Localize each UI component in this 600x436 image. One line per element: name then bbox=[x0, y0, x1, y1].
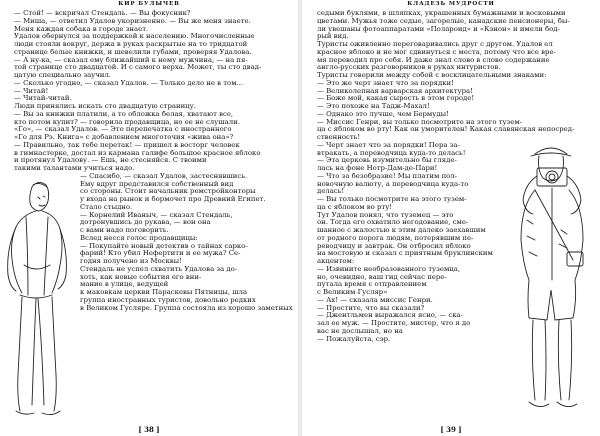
right-text-line: путала время с отправлением bbox=[317, 281, 427, 289]
right-page bbox=[302, 0, 600, 436]
left-text-line: — Миша, — ответил Удалов укоризненно. — Вы же меня знаете. bbox=[14, 17, 251, 25]
left-text-line: Люди принялись искать сто двадцатую страницу. bbox=[14, 103, 196, 110]
left-text-line: с вами надо поговорить. bbox=[80, 227, 169, 234]
left-text-line: — Читай! bbox=[14, 87, 49, 95]
left-text-line: фарий! Кто убил Нефертити и ее мужа? Се- bbox=[80, 250, 241, 258]
right-text-line: — Это похоже на Тадж-Махал! bbox=[317, 103, 430, 110]
right-text-line: втракать, а переводчица куда-то делась! bbox=[317, 149, 466, 157]
man-sketch-illustration bbox=[2, 175, 72, 420]
left-text-line: — Корнелий Иваныч, — сказал Стендаль, bbox=[80, 211, 233, 219]
left-text-line: и протянул Удалову. — Ешь, не стесняйся. С твоими bbox=[14, 157, 207, 165]
left-text-line: мание в улице, ведущей bbox=[80, 281, 169, 289]
left-text-line: дотронувшись до рукава, — вон она bbox=[80, 219, 211, 227]
left-text-line: Стало стыдно. bbox=[80, 203, 133, 211]
right-text-line: — Пожалуйста, сэр. bbox=[317, 335, 391, 343]
right-page-number: [ 39 ] bbox=[440, 425, 462, 434]
right-text-line: зал ее муж. — Простите, мистер, что я до bbox=[317, 320, 471, 327]
left-text-line: годня получено из Москвы! bbox=[80, 258, 182, 265]
right-text-line: реводчицу и завтрак. Он отбросил яблоко bbox=[317, 242, 471, 250]
right-text-line: Туристы оживленно переговаривались друг с другом. Удалов ел bbox=[317, 41, 553, 48]
right-text-line: ца с яблоком во рту! bbox=[317, 203, 393, 211]
right-text-line: но, очевидно, ваш гид сейчас пере- bbox=[317, 273, 447, 281]
right-text-line: — Миссис Генри, вы только посмотрите на этого тузем- bbox=[317, 118, 523, 126]
left-page-number: [ 38 ] bbox=[138, 425, 160, 434]
right-text-line: новочную валюту, а переводчица куда-то bbox=[317, 180, 469, 188]
left-text-line: такими талантами учиться надо. bbox=[14, 165, 135, 172]
right-text-line: красное яблоко и не мог сдвинуться с места, потому что все вре- bbox=[317, 48, 556, 56]
left-text-line: — Сколько угодно, — сказал Удалов. — Только дело не в том... bbox=[14, 79, 244, 87]
left-text-line: — Правильно, так тебе перетак! — пришел в восторг человек bbox=[14, 141, 240, 149]
right-text-line: Туристы говорили между собой с восклицательными знаками: bbox=[317, 72, 547, 79]
left-body-text-bottom bbox=[72, 173, 293, 313]
left-text-line: Вслед несся голос продавщицы: bbox=[80, 234, 198, 242]
left-text-line: странице белые книжки, и шевелили губами, проверяя Удалова. bbox=[14, 48, 252, 56]
right-text-line: ственность! bbox=[317, 134, 361, 141]
left-text-line: хоть, как новые события его вни- bbox=[80, 273, 202, 281]
right-text-line: он. Тогда его охватило негодование, сме- bbox=[317, 219, 469, 227]
left-text-line: — Покупайте новый детектив о тайнах сарко- bbox=[80, 242, 248, 250]
left-text-line: цатую специально заучил. bbox=[14, 72, 111, 79]
left-text-line: — Читай-читай. bbox=[14, 95, 72, 103]
right-text-line: ли увешаны фотоаппаратами «Полароид» и «Кэнон» и имели бод- bbox=[317, 25, 560, 33]
left-text-line: — А ну-ка, — сказал ему ближайший к нему мужчина, — на пя- bbox=[14, 56, 248, 64]
right-text-line: вас не дослышал, но на bbox=[317, 327, 403, 335]
right-text-line: — Великолепная варварская архитектура! bbox=[317, 87, 473, 95]
right-text-line: — Ах! — сказала миссис Генри. bbox=[317, 296, 433, 304]
right-text-line: — Боже мой, какая сырость в этом городе! bbox=[317, 95, 475, 103]
left-text-line: группа иностранных туристов, довольно редких bbox=[80, 296, 256, 304]
right-text-line: — Простите, что вы сказали? bbox=[317, 304, 425, 312]
left-text-line: в гимнастерке, достал из кармана галифе большое красное яблоко bbox=[14, 149, 261, 157]
right-text-line: шанное с жалостью к этим далеко заехавшим bbox=[317, 227, 486, 234]
right-text-line: — Это же черт знает что за порядки! bbox=[317, 79, 454, 87]
right-body-text-bottom bbox=[309, 142, 506, 344]
right-text-line: рый вид. bbox=[317, 33, 349, 41]
left-text-line: Удалов обернулся за поддержкой к населению. Многочисленные bbox=[14, 33, 255, 41]
right-body-text-top bbox=[309, 10, 595, 142]
left-text-line: со стороны. Стоит начальник ремстройконторы bbox=[80, 188, 256, 196]
left-text-line: люди стояли вокруг, держа в руках раскрытые на то тридцатой bbox=[14, 41, 248, 48]
left-text-line: Меня каждая собака в городе знает. bbox=[14, 25, 149, 33]
right-text-line: делась! bbox=[317, 188, 345, 196]
right-text-line: англо-русских разговорников в руках интуристов. bbox=[317, 64, 501, 72]
right-text-line: — Однако это лучше, чем Бермуды! bbox=[317, 110, 449, 118]
left-text-line: «Го для Рэ. Книга» с добавлением многоточия «жива она»? bbox=[14, 134, 234, 141]
right-text-line: — Джентльмен выражался ясно, — ска- bbox=[317, 312, 463, 320]
left-text-line: в Великом Гусляре. Группа состояла из хорошо заметных bbox=[80, 304, 293, 312]
left-body-text-top bbox=[6, 10, 293, 173]
right-text-line: на мостовую и сказал с приятным бруклинским bbox=[317, 250, 493, 258]
left-text-line: у входа на рынок и бормочет про Древний Египет. bbox=[80, 196, 266, 203]
left-running-head: КИР БУЛЫЧЕВ bbox=[118, 1, 180, 7]
left-text-line: — Спасибо, — сказал Удалов, застеснявшись. bbox=[80, 172, 248, 180]
left-text-line: той странице сто двадцатой. И с самого верха. Может, ты сто двад- bbox=[14, 64, 262, 72]
left-page bbox=[0, 0, 298, 436]
right-text-line: мя переводил про себя. И даже знал слово в слово содержание bbox=[317, 56, 550, 64]
right-text-line: акцентом: bbox=[317, 258, 355, 265]
left-text-line: кто потом купит? — говорила продавщица, но ее не слушали. bbox=[14, 118, 240, 126]
left-text-line: «Го», — сказал Удалов. — Это перепечатка с иностранного bbox=[14, 126, 232, 134]
right-text-line: с Великим Гусляр» bbox=[317, 289, 388, 296]
right-text-line: от родного порога людям, потерявшим пе- bbox=[317, 234, 474, 242]
left-text-line: — Вы за книжки платили, а то обложка белая, хватают все, bbox=[14, 110, 234, 118]
tourist-with-camera-illustration bbox=[507, 140, 597, 425]
left-text-line: Ему вдруг представился собственный вид bbox=[80, 180, 234, 188]
right-text-line: лась на фоне Нотр-Дам-де-Пари! bbox=[317, 165, 438, 172]
left-text-line: Стендаль не успел схватить Удалова за до- bbox=[80, 265, 238, 273]
right-running-head: КЛАДЕЗЬ МУДРОСТИ bbox=[407, 1, 495, 7]
right-text-line: — Черт знает что за порядки! Пора за- bbox=[317, 141, 460, 149]
left-text-line: — Стой! — вскричал Стендаль. — Вы фокусник? bbox=[14, 10, 191, 17]
right-text-line: — Эта церковь изумительно бы гляде- bbox=[317, 157, 457, 165]
right-text-line: седыми буклями, в шляпках, украшенных бумажными и восковыми bbox=[317, 10, 566, 17]
right-text-line: Тут Удалов понял, что туземец — это bbox=[317, 211, 454, 219]
right-text-line: цветами. Мужья тоже седые, загорелые, канадские пенсионеры, бы- bbox=[317, 17, 570, 25]
right-text-line: ца с яблоком во рту! Как он уморителен! Какая славянская непосред- bbox=[317, 126, 575, 134]
left-text-line: к маковкам церкви Параскевы Пятницы, шла bbox=[80, 289, 248, 296]
right-text-line: — Извините необразованного туземца, bbox=[317, 265, 461, 273]
right-text-line: — Что за безобразие! Мы платим пол- bbox=[317, 172, 458, 180]
right-text-line: — Вы только посмотрите на этого тузем- bbox=[317, 196, 467, 203]
